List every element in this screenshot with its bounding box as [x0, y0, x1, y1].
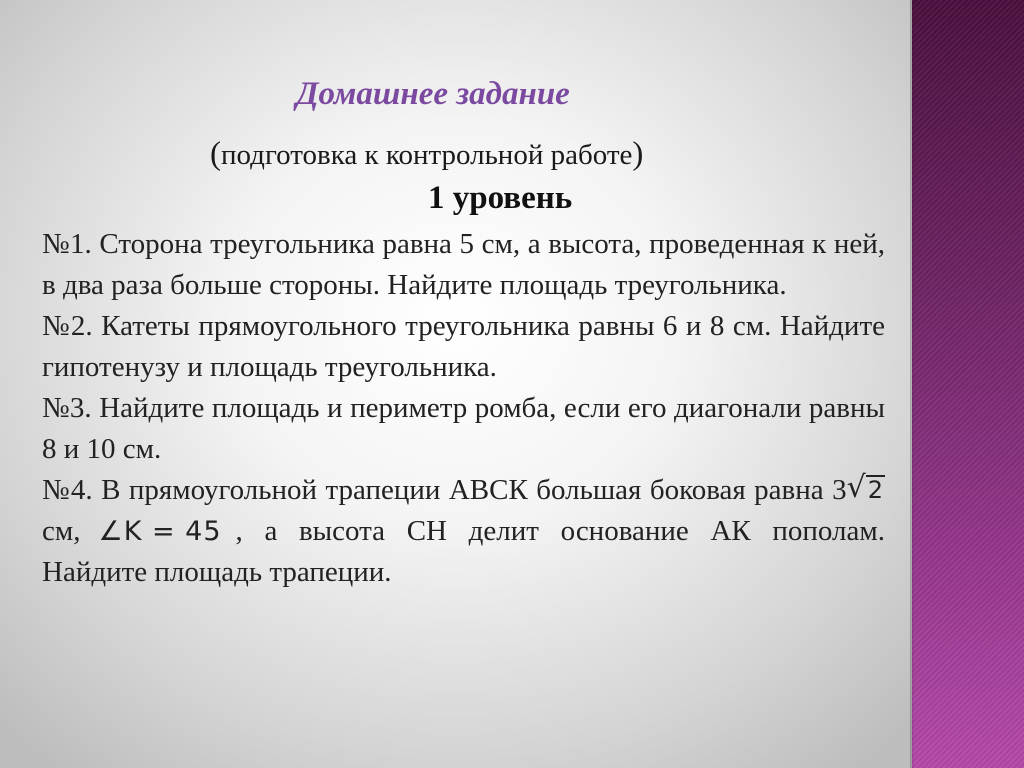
angle-formula: ∠K = 45	[98, 516, 222, 547]
task-list	[42, 224, 885, 593]
sqrt-symbol: √	[846, 470, 866, 505]
subtitle-open-paren: (	[210, 136, 221, 172]
sidebar-shadow	[910, 0, 914, 768]
decorative-sidebar	[912, 0, 1024, 768]
task-4-part3: , а высота СН делит основание АК пополам. Найдите площадь трапеции.	[42, 515, 885, 588]
task-4	[42, 470, 885, 593]
slide-subtitle	[210, 136, 643, 173]
subtitle-close-paren: )	[632, 136, 644, 172]
task-2: №2. Катеты прямоугольного треугольника равны 6 и 8 см. Найдите гипотенузу и площадь треугольника.	[42, 310, 885, 383]
task-4-part1: №4. В прямоугольной трапеции АВСК большая боковая равна 3	[42, 474, 847, 506]
task-1: №1. Сторона треугольника равна 5 см, а высота, проведенная к ней, в два раза больше стороны. Найдите площадь треугольника.	[42, 228, 885, 301]
level-heading: 1 уровень	[428, 180, 573, 216]
sqrt-formula	[846, 470, 885, 505]
slide-title: Домашнее задание	[296, 76, 570, 112]
subtitle-text: подготовка к контрольной работе	[221, 139, 633, 171]
task-4-part2: см,	[42, 515, 81, 547]
sqrt-radicand: 2	[867, 475, 883, 504]
task-3: №3. Найдите площадь и периметр ромба, если его диагонали равны 8 и 10 см.	[42, 392, 885, 465]
